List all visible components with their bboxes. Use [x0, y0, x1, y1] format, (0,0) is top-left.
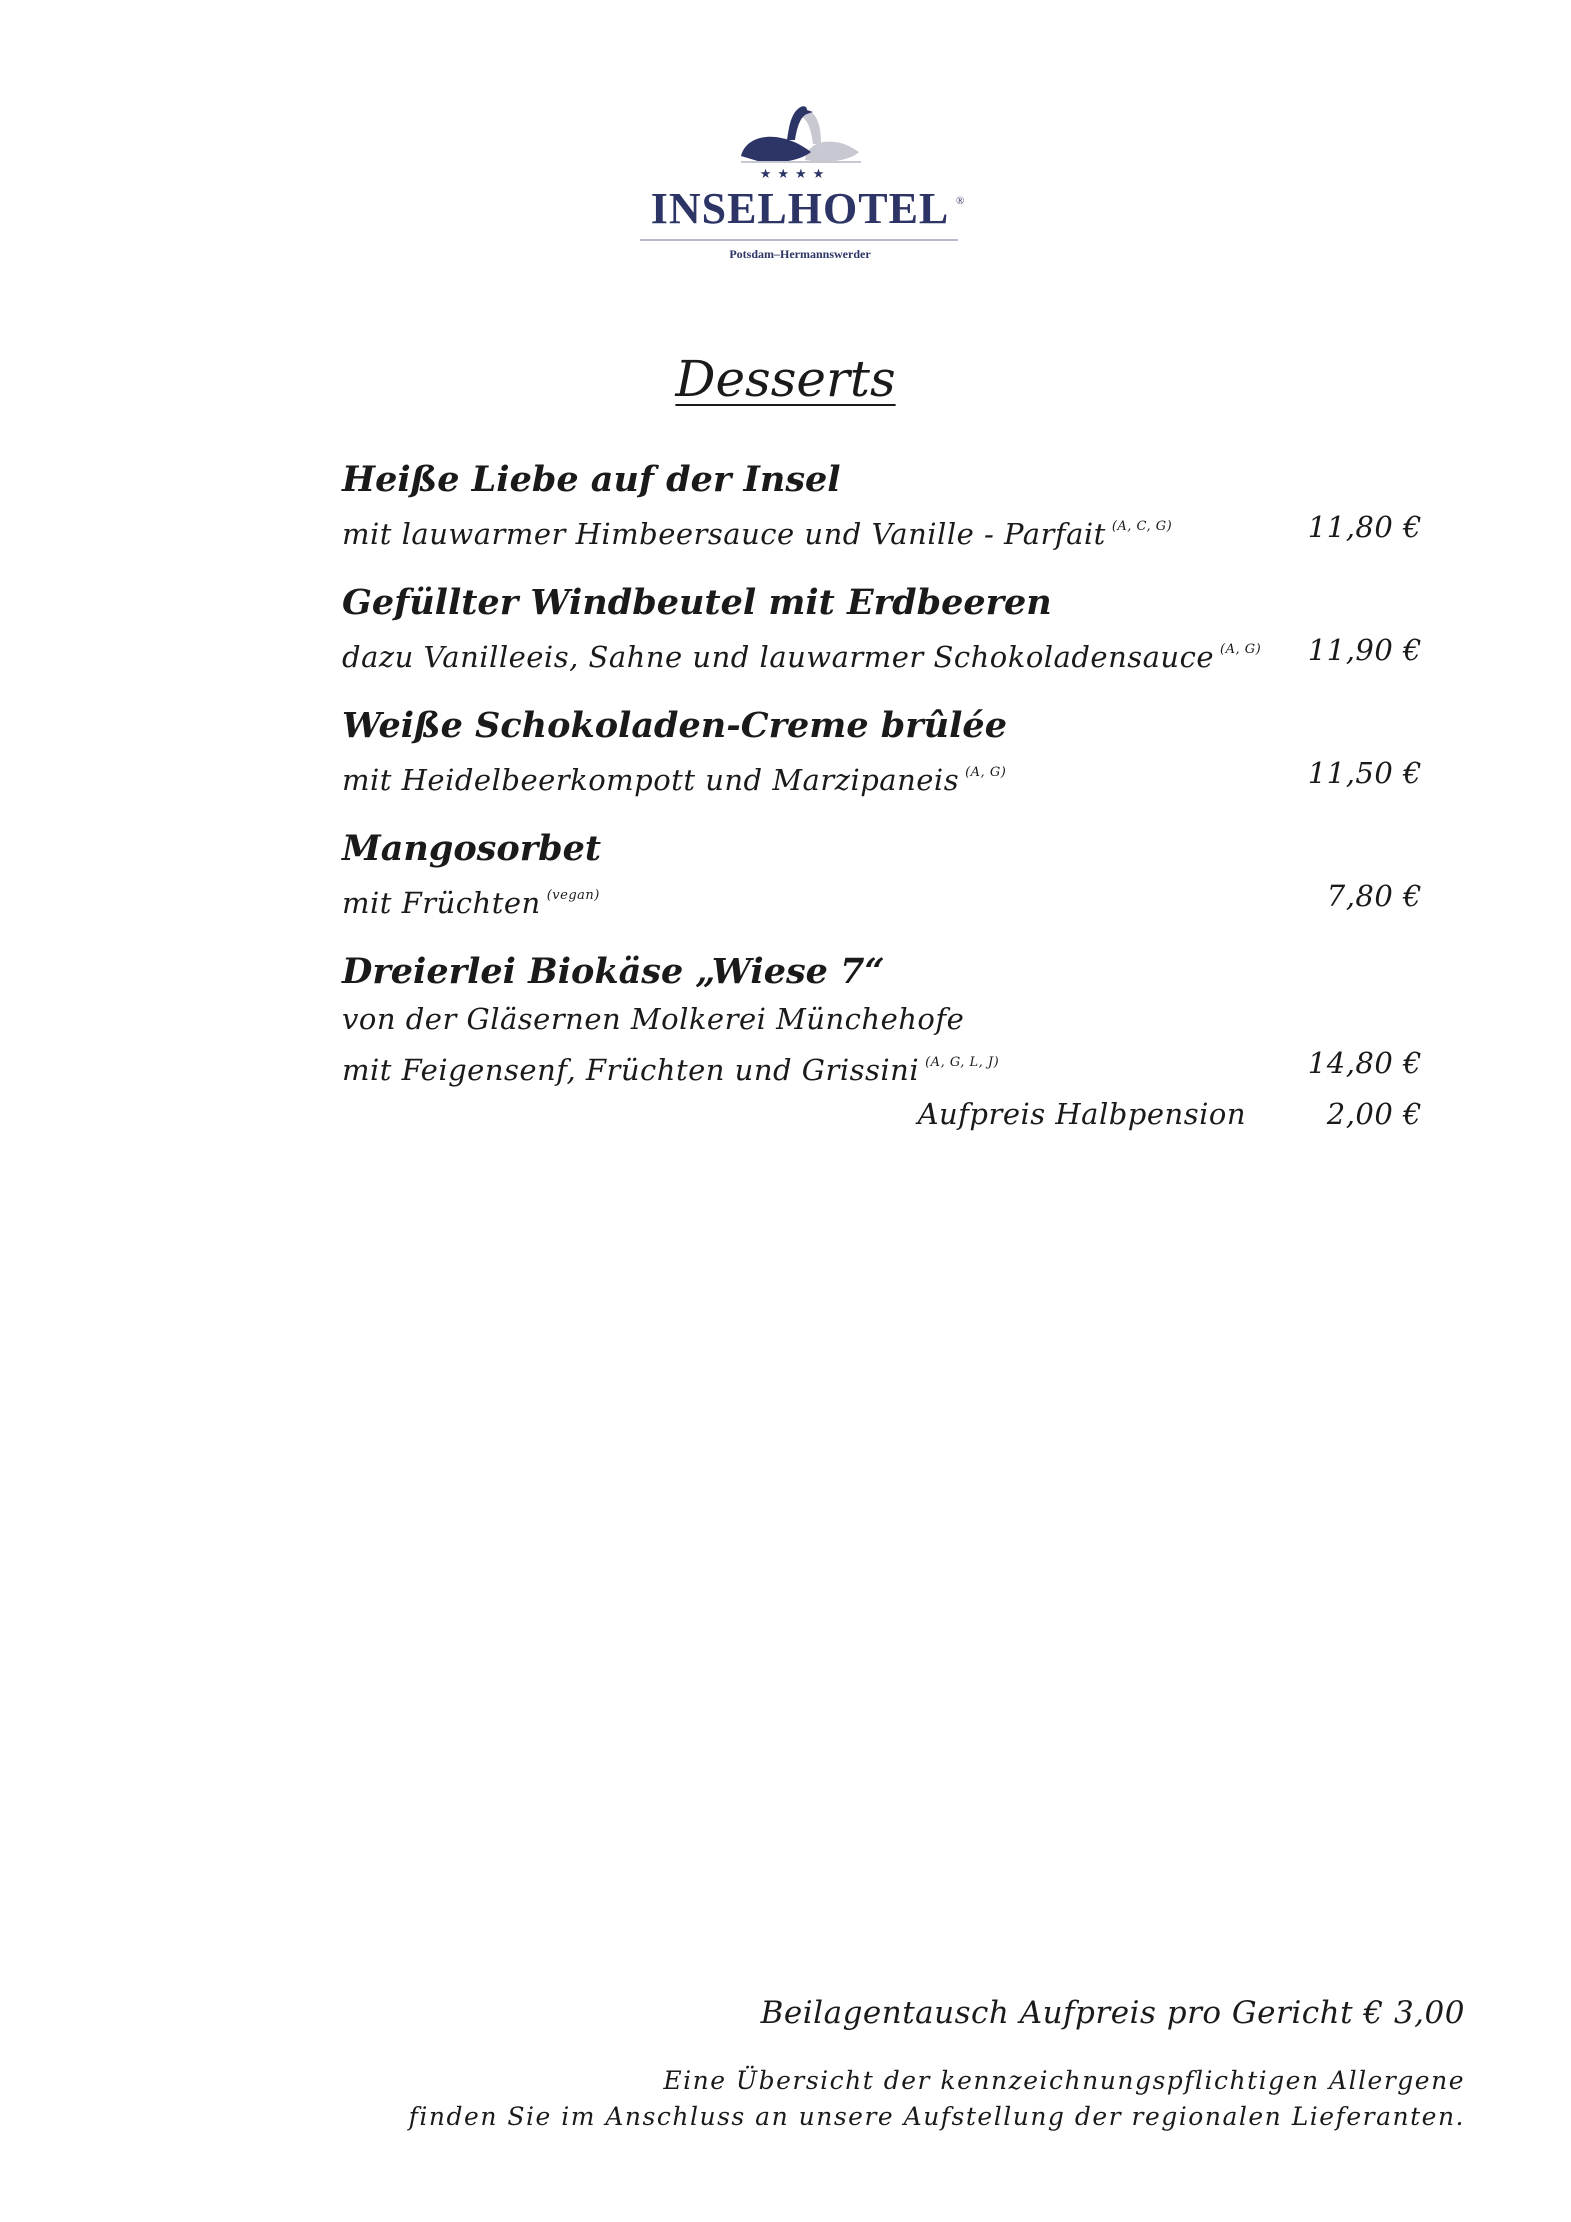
menu-item: [342, 455, 1422, 556]
allergen-codes: (A, G, L, J): [925, 1055, 1000, 1070]
menu-item-title: Dreierlei Biokäse „Wiese 7“: [342, 951, 885, 992]
menu-item-description-text: mit Heidelbeerkompott und Marzipaneis: [342, 763, 960, 797]
surcharge-price: 2,00 €: [1326, 1097, 1422, 1131]
menu-item-description: [342, 751, 1422, 802]
menu-item-price: 11,80 €: [1307, 510, 1422, 544]
side-swap-note: Beilagentausch Aufpreis pro Gericht € 3,00: [760, 1995, 1465, 2031]
menu-item-description: [342, 997, 1422, 1041]
hotel-stars: ★★★★: [759, 167, 831, 182]
menu-item-title: Mangosorbet: [342, 828, 602, 869]
hotel-location: Potsdam–Hermannswerder: [729, 247, 871, 261]
menu-item-title: Gefüllter Windbeutel mit Erdbeeren: [342, 582, 1052, 623]
half-board-surcharge: [342, 1092, 1422, 1136]
menu-item-title: Weiße Schokoladen-Creme brûlée: [342, 705, 1007, 746]
hotel-logo: [630, 95, 980, 275]
menu-item-price: 11,50 €: [1307, 756, 1422, 790]
allergen-note: [409, 2063, 1465, 2135]
menu-item-description-text: mit lauwarmer Himbeersauce und Vanille - Parfait: [342, 517, 1106, 551]
allergen-codes: (A, G): [1220, 642, 1262, 657]
menu-item: [342, 701, 1422, 802]
menu-item-price: 11,90 €: [1307, 633, 1422, 667]
allergen-codes: (A, G): [965, 765, 1007, 780]
menu-item-description: [342, 874, 1422, 925]
menu-item-description: [342, 628, 1422, 679]
menu-item-price: 14,80 €: [1307, 1046, 1422, 1080]
page-title: Desserts: [675, 350, 896, 408]
swan-logo-icon: [735, 100, 865, 165]
allergen-codes: (vegan): [546, 888, 600, 903]
surcharge-label: Aufpreis Halbpension: [917, 1097, 1246, 1131]
menu-item-description: [342, 1041, 1422, 1092]
menu-item-description-text: dazu Vanilleeis, Sahne und lauwarmer Schokoladensauce: [342, 640, 1215, 674]
allergen-note-line-2: finden Sie im Anschluss an unsere Aufstellung der regionalen Lieferanten.: [408, 2102, 1465, 2131]
menu-item-description: [342, 505, 1422, 556]
menu-item: [342, 578, 1422, 679]
menu-item: [342, 947, 1422, 1136]
menu-item-description-text: mit Früchten: [342, 886, 541, 920]
allergen-codes: (A, C, G): [1111, 519, 1173, 534]
hotel-brand-name: INSELHOTEL: [650, 184, 950, 233]
logo-divider: [640, 239, 958, 241]
allergen-note-line-1: Eine Übersicht der kennzeichnungspflichtigen Allergene: [663, 2066, 1465, 2095]
menu-item-price: 7,80 €: [1326, 879, 1422, 913]
menu-item-title: Heiße Liebe auf der Insel: [342, 459, 841, 500]
menu-item-description-text: von der Gläsernen Molkerei Münchehofe: [342, 1002, 965, 1036]
dessert-menu: [342, 455, 1422, 1158]
registered-mark: ®: [956, 195, 965, 207]
menu-item: [342, 824, 1422, 925]
menu-item-description-text: mit Feigensenf, Früchten und Grissini: [342, 1053, 920, 1087]
